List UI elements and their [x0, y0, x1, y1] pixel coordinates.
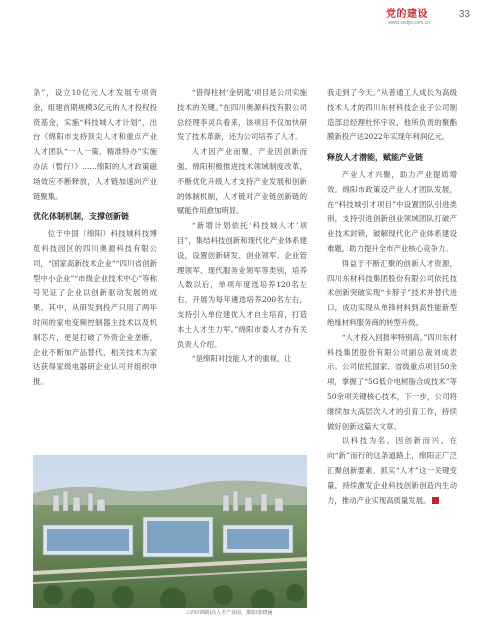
page-header	[0, 0, 484, 60]
column-1	[33, 86, 157, 390]
body-paragraph	[33, 86, 157, 204]
paragraph-text: 优化体制机制，支撑创新链	[33, 212, 129, 222]
body-paragraph	[177, 352, 307, 367]
column-2	[177, 86, 307, 367]
city-photo	[33, 455, 307, 608]
body-paragraph	[327, 434, 457, 508]
paragraph-text: “人才投入回报率特别高。”四川东材科技集团股份有限公司副总裁刘成表示。公司依托国家、省级重点项目50余项，掌握了“5G低介电树脂合成技术”等50余项关键核心技术，下一步，公司将继续加大高层次人才的引育工作，持续做好创新这篇大文章。	[327, 332, 457, 431]
paragraph-text: 释放人才潜能，赋能产业链	[327, 153, 423, 163]
paragraph-text: 位于中国（绵阳）科技城科技博览科技园区的四川奥源科技有限公司，“国家高新技术企业”“四川省创新型中小企业”“市级企业技术中心”等称号见证了企业以创新驱动发展的成果。其中，从研发到投产只用了两年时间的家电变频控制器主技术以及机制芯片，更是打破了外资企业垄断，企业不断加产品替代，相关技术为家达获得家级电器研企业认可并组织申报。	[33, 229, 157, 387]
end-mark-icon	[432, 497, 439, 504]
paragraph-text: 人才因产业而聚，产业因创新而强。绵阳积极推进技术领域制度改革，不断优化升级人才支持产业发展和创新的体制机制，人才链对产业链创新链的赋能作用愈加明显。	[177, 147, 307, 216]
body-paragraph	[327, 257, 457, 331]
paragraph-text: “借得柱材‘金钥匙’项目是公司实施技术的关键。”在四川奥源科技有限公司总经理李灵兵看来，该项目不仅加快研发了技术革新，还为公司培养了人才。	[177, 88, 307, 142]
body-paragraph	[327, 331, 457, 435]
paragraph-text: 以科技为名，因创新而兴。在向“新”而行的这条道路上，绵阳正广泛汇聚创新要素，抓实“人才”这一关键变量，持续激发企业科技创新创造内生动力，推动产业实现高质量发展。	[327, 436, 457, 505]
photo-caption: △四川绵阳高人才产业园，摄影/张晓涵	[186, 610, 273, 616]
paragraph-text: 得益于不断汇聚的创新人才资源，四川东材科技集团股份有限公司依托技术创新突破实现“卡脖子”技术并替代进口，成功实现从单锋材料到高性能新型绝缘材料服务商的转型升级。	[327, 258, 457, 327]
body-paragraph	[327, 86, 457, 145]
site-url: www.sxdjw.com.cn	[388, 20, 430, 26]
magazine-logo: 党的建设	[386, 9, 428, 20]
section-heading	[33, 210, 157, 225]
body-paragraph	[177, 145, 307, 219]
paragraph-text: 我走到了今天。”从普通工人成长为高级技术人才的四川东材科技企业子公司制造部总经理杜怀宇说，他所负责的聚酯膜新投产达2022年实现年利润亿元。	[327, 88, 457, 142]
paragraph-text: “新增计划依托‘科技城人才’项目”，集结科技创新和现代化产业体系建设，设置创新研发、创业领军、企业管理领军、现代服务业领军等类别，培养人数以后，单项年度选培养120名左右，开展为每年遴选培养200名左右，支持引入单位建优人才自主培育，打造本土人才生力军。”绵阳市委人才办有关负责人介绍。	[177, 221, 307, 349]
city-aerial-image	[33, 455, 307, 608]
body-paragraph	[33, 227, 157, 390]
paragraph-text: 条”，设立10亿元人才发展专项资金，组建首期规模3亿元的人才投权投资基金，实施“科技城人才计划”，出台《绵阳市支持顶尖人才和重点产业人才团队“一人一策、精准特办”实施办法（暂行）》……绵阳的人才政策磁场效应不断释放，人才链加速向产业链聚集。	[33, 88, 157, 201]
body-paragraph	[177, 219, 307, 352]
paragraph-text: “是绵阳对技能人才的重视，让	[191, 354, 292, 364]
paragraph-text: 产业人才兴聚，助力产业提质增效。绵阳市政策设产业人才团队发展，在“科技城引才项目”中设置团队引进类别，支持引进创新创业领域团队打破产业技术封锁，破解现代化产业体系建设难题，助力提升全市产业核心竞争力。	[327, 169, 457, 253]
body-paragraph	[177, 86, 307, 145]
section-heading	[327, 151, 457, 166]
page-number: 33	[458, 9, 470, 20]
column-3	[327, 86, 457, 508]
body-paragraph	[327, 168, 457, 257]
